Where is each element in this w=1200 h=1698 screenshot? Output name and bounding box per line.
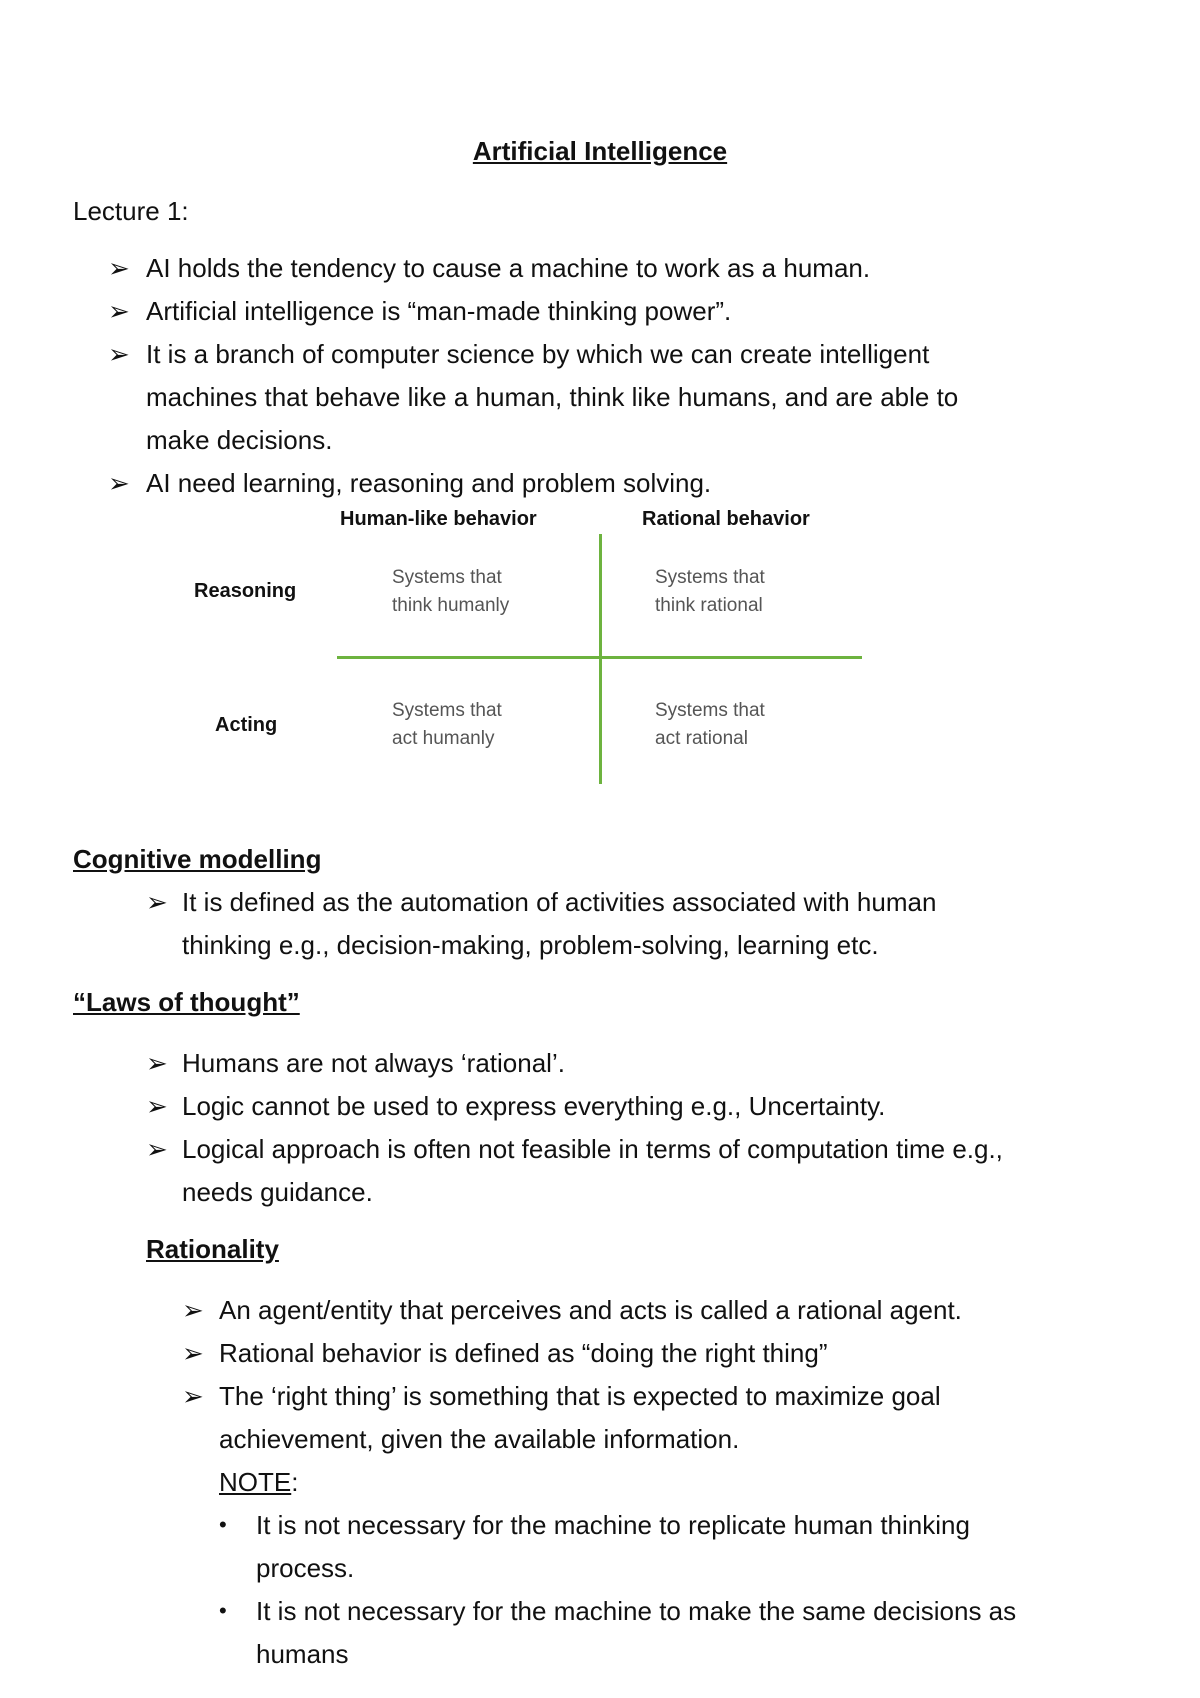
arrow-bullet-icon: ➢: [182, 1295, 204, 1325]
row-header-reasoning: Reasoning: [194, 580, 297, 602]
cell-line: Systems that: [392, 567, 502, 588]
heading-rationality: Rationality: [146, 1234, 279, 1264]
cell-line: think humanly: [392, 595, 510, 616]
vertical-divider: [599, 534, 602, 784]
cell-think-rational: [655, 564, 765, 620]
arrow-bullet-icon: ➢: [108, 339, 130, 369]
cell-line: think rational: [655, 595, 763, 616]
cognitive-item-line-2: thinking e.g., decision-making, problem-solving, learning etc.: [182, 930, 879, 960]
laws-item-3-line-2: needs guidance.: [182, 1177, 373, 1207]
intro-item-3-line-3: make decisions.: [146, 425, 333, 455]
note-item-1-line-2: process.: [256, 1553, 355, 1583]
intro-item-2: Artificial intelligence is “man-made thinking power”.: [146, 296, 732, 326]
round-bullet-icon: •: [219, 1598, 227, 1623]
note-colon: :: [291, 1467, 299, 1497]
arrow-bullet-icon: ➢: [146, 1048, 168, 1078]
cognitive-item-line-1: It is defined as the automation of activities associated with human: [182, 887, 937, 917]
cell-line: Systems that: [392, 700, 502, 721]
arrow-bullet-icon: ➢: [108, 253, 130, 283]
cell-line: Systems that: [655, 567, 765, 588]
arrow-bullet-icon: ➢: [182, 1338, 204, 1368]
round-bullet-icon: •: [219, 1512, 227, 1537]
laws-item-1: Humans are not always ‘rational’.: [182, 1048, 565, 1078]
intro-item-3-line-1: It is a branch of computer science by which we can create intelligent: [146, 339, 930, 369]
cell-act-humanly: [392, 697, 502, 753]
laws-item-3-line-1: Logical approach is often not feasible in terms of computation time e.g.,: [182, 1134, 1003, 1164]
cell-act-rational: [655, 697, 765, 753]
note-item-1-line-1: It is not necessary for the machine to replicate human thinking: [256, 1510, 970, 1540]
heading-laws-of-thought: “Laws of thought”: [73, 987, 300, 1017]
row-header-acting: Acting: [215, 714, 278, 736]
rationality-item-3-line-1: The ‘right thing’ is something that is expected to maximize goal: [219, 1381, 941, 1411]
horizontal-divider: [337, 656, 862, 659]
rationality-item-3-line-2: achievement, given the available information.: [219, 1424, 740, 1454]
cell-line: Systems that: [655, 700, 765, 721]
lecture-label: Lecture 1:: [73, 196, 189, 226]
arrow-bullet-icon: ➢: [182, 1381, 204, 1411]
note-item-2-line-1: It is not necessary for the machine to make the same decisions as: [256, 1596, 1017, 1626]
heading-cognitive-modelling: Cognitive modelling: [73, 844, 322, 874]
note-item-2-line-2: humans: [256, 1639, 349, 1669]
rationality-item-2: Rational behavior is defined as “doing the right thing”: [219, 1338, 828, 1368]
arrow-bullet-icon: ➢: [108, 468, 130, 498]
laws-item-2: Logic cannot be used to express everything e.g., Uncertainty.: [182, 1091, 886, 1121]
note-label-text: NOTE: [219, 1467, 292, 1497]
intro-item-3-line-2: machines that behave like a human, think like humans, and are able to: [146, 382, 959, 412]
intro-item-4: AI need learning, reasoning and problem solving.: [146, 468, 712, 498]
arrow-bullet-icon: ➢: [146, 1091, 168, 1121]
intro-item-1: AI holds the tendency to cause a machine to work as a human.: [146, 253, 871, 283]
page-title: Artificial Intelligence: [472, 136, 728, 166]
arrow-bullet-icon: ➢: [146, 1134, 168, 1164]
col-header-human-like: Human-like behavior: [340, 508, 537, 530]
cell-line: act humanly: [392, 728, 495, 749]
cell-think-humanly: [392, 564, 509, 620]
arrow-bullet-icon: ➢: [108, 296, 130, 326]
rationality-item-1: An agent/entity that perceives and acts is called a rational agent.: [219, 1295, 962, 1325]
col-header-rational: Rational behavior: [642, 508, 810, 530]
note-label: [219, 1467, 298, 1497]
cell-line: act rational: [655, 728, 748, 749]
arrow-bullet-icon: ➢: [146, 887, 168, 917]
